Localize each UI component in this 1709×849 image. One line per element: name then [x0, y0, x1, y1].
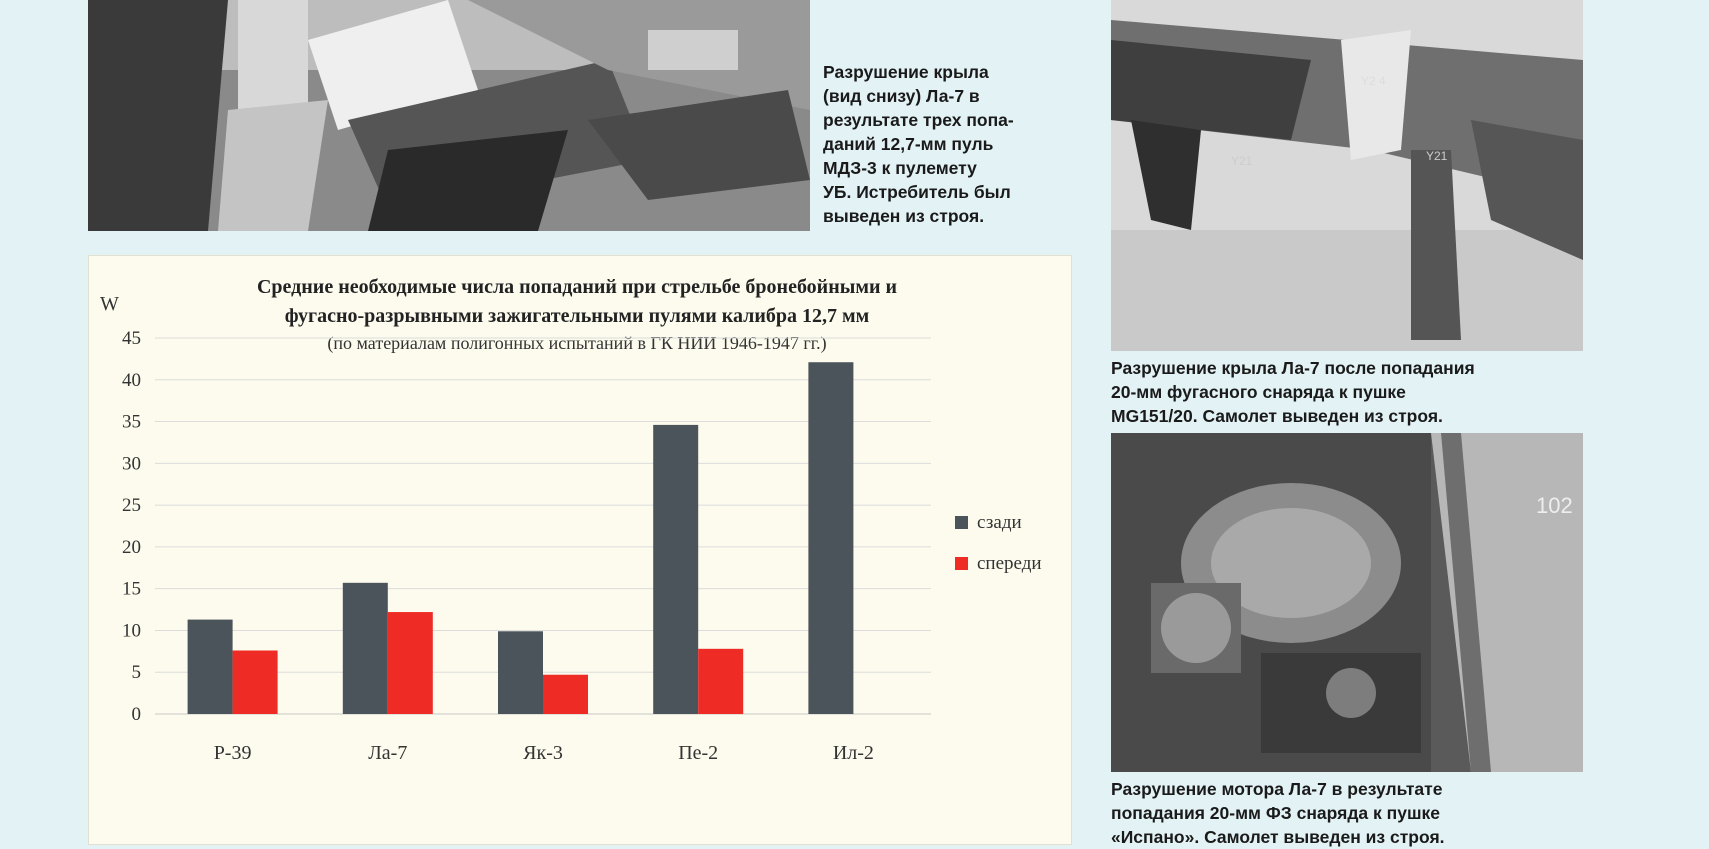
wing-code-text: Y2 4 — [1361, 74, 1386, 88]
y-tick-label: 25 — [122, 495, 141, 517]
caption-line: выведен из строя. — [823, 206, 985, 226]
chart-subtitle: (по материалам полигонных испытаний в ГК НИИ 1946-1947 гг.) — [327, 333, 827, 353]
y-tick-label: 10 — [122, 620, 141, 642]
caption-line: MG151/20. Самолет выведен из строя. — [1111, 406, 1443, 426]
wing-code-text: Y21 — [1231, 154, 1253, 168]
caption-damaged-engine — [1111, 777, 1445, 849]
y-tick-label: 35 — [122, 411, 141, 433]
bar — [808, 362, 853, 714]
engine-code-text: 102 — [1536, 493, 1573, 518]
photo-damaged-engine — [1111, 433, 1583, 772]
caption-line: 20-мм фугасного снаряда к пушке — [1111, 382, 1406, 402]
caption-line: даний 12,7-мм пуль — [823, 134, 994, 154]
caption-line: МДЗ-3 к пулемету — [823, 158, 977, 178]
photo-damaged-engine-image — [1111, 433, 1583, 772]
y-tick-label: 0 — [131, 704, 141, 725]
y-tick-label: 5 — [131, 662, 141, 684]
y-tick-labels — [122, 328, 141, 725]
x-tick-label: Ил-2 — [832, 742, 874, 764]
caption-line: Разрушение крыла Ла-7 после попадания — [1111, 358, 1475, 378]
legend-label: сзади — [977, 512, 1022, 533]
bar — [498, 631, 543, 714]
caption-damaged-wing — [1111, 356, 1475, 428]
caption-line: (вид снизу) Ла-7 в — [823, 86, 980, 106]
bar — [388, 612, 433, 714]
x-tick-label: P-39 — [213, 742, 252, 764]
y-axis-label: W — [100, 293, 119, 315]
caption-line: результате трех попа- — [823, 110, 1014, 130]
bar — [698, 649, 743, 714]
caption-line: УБ. Истребитель был — [823, 182, 1011, 202]
y-tick-label: 30 — [122, 453, 141, 475]
bar — [233, 650, 278, 714]
photo-damaged-wing — [1111, 0, 1583, 351]
caption-line: Разрушение крыла — [823, 62, 989, 82]
bar — [343, 583, 388, 714]
y-tick-label: 15 — [122, 578, 141, 600]
wing-code-text: Y21 — [1426, 149, 1448, 163]
chart-title-line-1: Средние необходимые числа попаданий при стрельбе бронебойными и — [256, 276, 898, 298]
bar — [543, 675, 588, 714]
y-tick-label: 40 — [122, 369, 141, 391]
chart-panel — [88, 255, 1072, 845]
legend — [955, 512, 1042, 574]
caption-line: Разрушение мотора Ла-7 в результате — [1111, 779, 1443, 799]
x-tick-label: Пе-2 — [678, 742, 719, 764]
legend-swatch — [955, 557, 968, 570]
photo-wing-underside — [88, 0, 810, 231]
y-tick-label: 45 — [122, 328, 141, 349]
bar — [653, 425, 698, 714]
chart-title-line-2: фугасно-разрывными зажигательными пулями калибра 12,7 мм — [284, 305, 870, 327]
x-tick-labels — [214, 742, 874, 764]
bar-chart — [89, 256, 1073, 846]
x-tick-label: Як-3 — [523, 742, 563, 764]
bar — [188, 620, 233, 714]
caption-wing-underside — [823, 60, 1014, 228]
y-tick-label: 20 — [122, 536, 141, 558]
caption-line: «Испано». Самолет выведен из строя. — [1111, 827, 1445, 847]
x-tick-label: Ла-7 — [368, 742, 408, 764]
bars — [188, 362, 854, 714]
photo-damaged-wing-image — [1111, 0, 1583, 351]
caption-line: попадания 20-мм ФЗ снаряда к пушке — [1111, 803, 1441, 823]
photo-wing-underside-image — [88, 0, 810, 231]
legend-label: спереди — [977, 553, 1042, 574]
legend-swatch — [955, 516, 968, 529]
